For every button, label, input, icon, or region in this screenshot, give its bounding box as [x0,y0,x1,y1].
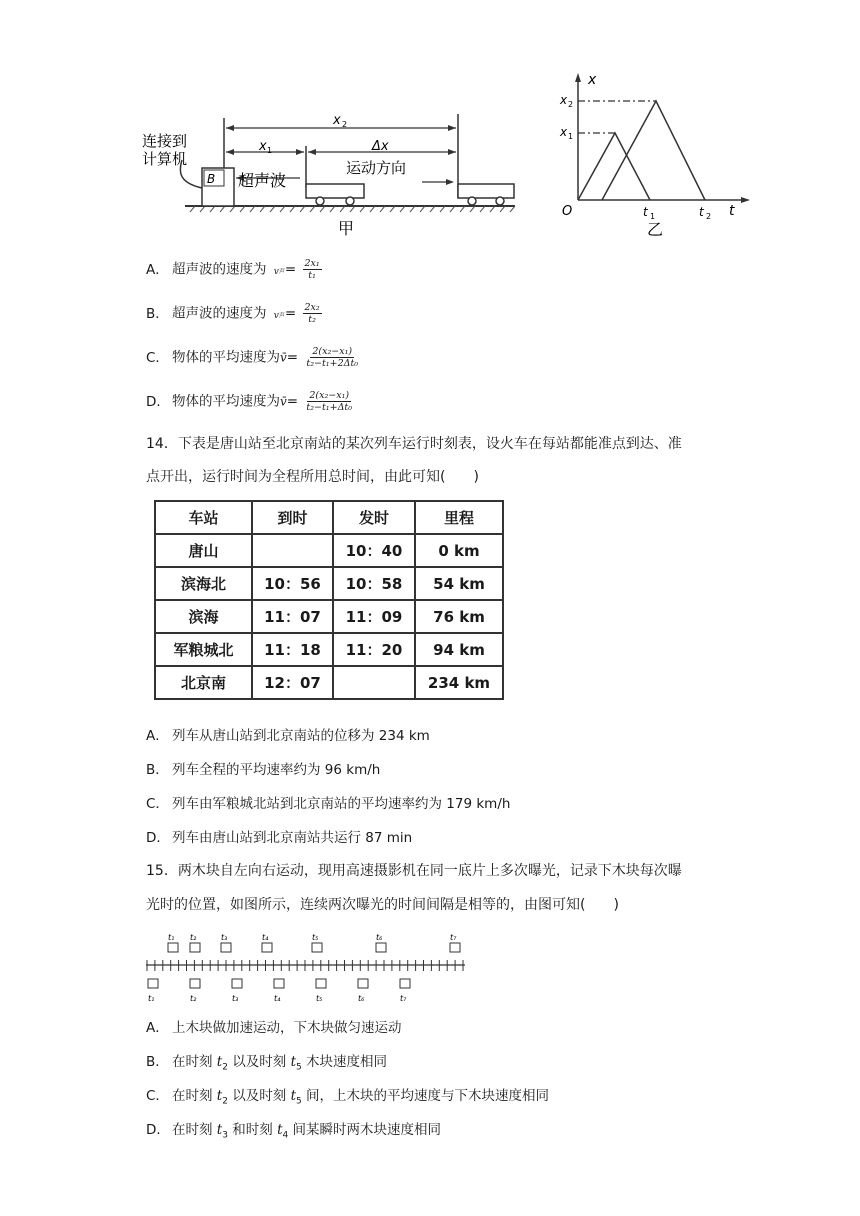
lower-time-label: t₆ [358,994,365,1003]
svg-text:1: 1 [650,212,656,221]
q13-option-c[interactable]: C． 物体的平均速度为v̄= $\frac{\text{2(x₂−x₁)}}{\text{t₂−t₁+2Δt₀}}$ [146,346,359,369]
upper-block [312,943,322,952]
lower-block [148,979,158,988]
lower-block [274,979,284,988]
table-cell: 10：58 [333,567,415,600]
q14-option-c[interactable]: C． 列车由军粮城北站到北京南站的平均速率约为 179 km/h [146,796,511,812]
lower-time-label: t₂ [190,994,197,1003]
svg-text:x: x [588,72,597,88]
svg-text:2: 2 [706,212,712,221]
svg-text:连接到: 连接到 [142,132,188,150]
q15-stem-line2: 光时的位置，如图所示，连续两次曝光的时间间隔是相等的，由图可知( ) [146,897,619,913]
svg-text:运动方向: 运动方向 [346,159,407,177]
upper-time-label: t₇ [450,933,457,942]
q15-option-a[interactable]: A． 上木块做加速运动，下木块做匀速运动 [146,1020,402,1036]
table-cell: 76 km [415,600,503,633]
lower-time-label: t₅ [316,994,323,1003]
lower-time-label: t₇ [400,994,407,1003]
q14-option-b[interactable]: B． 列车全程的平均速率约为 96 km/h [146,762,381,778]
upper-block [262,943,272,952]
table-cell: 滨海北 [155,567,252,600]
svg-text:2: 2 [342,120,348,129]
lower-time-label: t₁ [148,994,155,1003]
upper-time-label: t₆ [376,933,383,942]
svg-text:计算机: 计算机 [142,150,188,168]
strobe-diagram [140,926,470,1006]
table-cell: 94 km [415,633,503,666]
formula-fraction: $\frac{\text{2x₁}}{\text{t₁}}$ [304,258,320,281]
upper-block [221,943,231,952]
table-row [155,633,503,666]
lower-time-label: t₃ [232,994,239,1003]
table-row [155,567,503,600]
upper-time-label: t₁ [168,933,175,942]
upper-time-label: t₂ [190,933,197,942]
formula-fraction: $\frac{\text{2(x₂−x₁)}}{\text{t₂−t₁+Δt₀}}$ [306,390,353,413]
svg-text:x: x [560,93,568,107]
svg-text:1: 1 [568,132,574,141]
table-cell: 北京南 [155,666,252,699]
table-header-row [155,501,503,534]
table-cell: 军粮城北 [155,633,252,666]
upper-block [190,943,200,952]
q14-stem-line1: 14．下表是唐山站至北京南站的某次列车运行时刻表，设火车在每站都能准点到达、准 [146,436,682,452]
lower-block [316,979,326,988]
upper-time-label: t₅ [312,933,319,942]
q14-option-d[interactable]: D． 列车由唐山站到北京南站共运行 87 min [146,830,413,846]
svg-text:乙: 乙 [647,220,664,239]
table-cell: 11：18 [252,633,333,666]
svg-text:超声波: 超声波 [238,171,287,190]
svg-text:甲: 甲 [338,219,355,238]
lower-time-label: t₄ [274,994,281,1003]
table-header-cell: 里程 [415,501,503,534]
table-cell [252,534,333,567]
svg-text:O: O [562,204,573,219]
table-cell: 11：07 [252,600,333,633]
q15-option-d[interactable]: D． 在时刻 $t_3$ 和时刻 $t_4$ 间某瞬时两木块速度相同 [146,1122,442,1141]
table-row [155,534,503,567]
q15-option-c[interactable]: C． 在时刻 $t_2$ 以及时刻 $t_5$ 间，上木块的平均速度与下木块速度相同 [146,1088,550,1107]
table-row [155,600,503,633]
table-header-cell: 到时 [252,501,333,534]
svg-text:2: 2 [568,100,574,109]
lower-block [358,979,368,988]
formula-fraction: $\frac{\text{2x₂}}{\text{t₂}}$ [304,302,320,325]
lower-block [400,979,410,988]
table-cell: 11：09 [333,600,415,633]
upper-block [168,943,178,952]
svg-text:t: t [699,205,704,219]
q13-option-a[interactable]: A． 超声波的速度为 v声= $\frac{\text{2x₁}}{\text{t₁}}$ [146,258,320,281]
svg-text:t: t [729,203,735,219]
table-cell [333,666,415,699]
lower-block [232,979,242,988]
timetable [154,500,504,700]
table-cell: 10：56 [252,567,333,600]
table-cell: 10：40 [333,534,415,567]
q13-option-d[interactable]: D． 物体的平均速度为v̄= $\frac{\text{2(x₂−x₁)}}{\text{t₂−t₁+Δt₀}}$ [146,390,353,413]
lower-block [190,979,200,988]
q15-option-b[interactable]: B． 在时刻 $t_2$ 以及时刻 $t_5$ 木块速度相同 [146,1054,388,1073]
table-cell: 234 km [415,666,503,699]
table-row [155,666,503,699]
q14-option-a[interactable]: A． 列车从唐山站到北京南站的位移为 234 km [146,728,430,744]
figure-jia [140,78,520,238]
upper-block [450,943,460,952]
table-header-cell: 车站 [155,501,252,534]
cart-1 [306,184,364,198]
table-cell: 54 km [415,567,503,600]
table-cell: 唐山 [155,534,252,567]
upper-block [376,943,386,952]
svg-text:x: x [333,113,341,128]
figure-yi-xt-graph [555,70,755,240]
svg-text:x: x [560,125,568,139]
q15-stem-line1: 15．两木块自左向右运动，现用高速摄影机在同一底片上多次曝光，记录下木块每次曝 [146,863,682,879]
formula-fraction: $\frac{\text{2(x₂−x₁)}}{\text{t₂−t₁+2Δt₀}}$ [306,346,359,369]
table-cell: 12：07 [252,666,333,699]
table-cell: 0 km [415,534,503,567]
svg-text:Δx: Δx [372,139,389,154]
table-cell: 滨海 [155,600,252,633]
q14-stem-line2: 点开出，运行时间为全程所用总时间，由此可知( ) [146,469,479,485]
upper-time-label: t₄ [262,933,269,942]
svg-text:t: t [643,205,648,219]
table-header-cell: 发时 [333,501,415,534]
table-cell: 11：20 [333,633,415,666]
svg-text:1: 1 [267,146,273,155]
q13-option-b[interactable]: B． 超声波的速度为 v声= $\frac{\text{2x₂}}{\text{t₂}}$ [146,302,320,325]
cart-2 [458,184,514,198]
upper-time-label: t₃ [221,933,228,942]
svg-text:x: x [259,139,267,154]
svg-text:B: B [207,172,216,186]
